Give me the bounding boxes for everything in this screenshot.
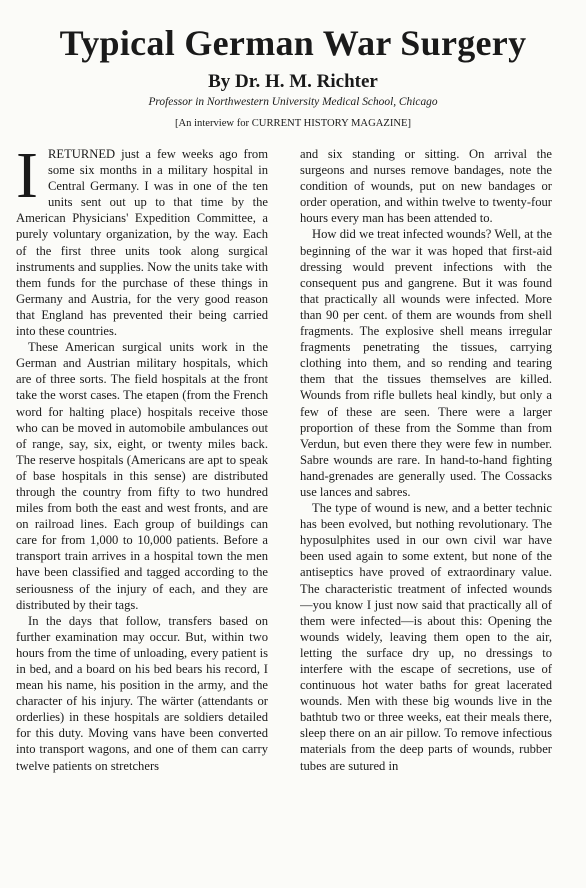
paragraph: [16, 146, 268, 339]
article-title: Typical German War Surgery: [59, 23, 527, 63]
paragraph: In the days that follow, transfers based on further examination may occur. But, within two hours from the time of unloading, every patient is in bed, and a board on his bed bears his record, I mean his name, his position in the army, and the character of his injury. The wärter (attendants or orderlies) in these hospitals are soldiers detailed for this duty. Moving vans have been converted into transport wagons, and one of them can carry twelve patients on stretchers: [16, 613, 268, 773]
interview-note: [An interview for CURRENT HISTORY MAGAZINE]: [174, 118, 412, 129]
drop-cap: I: [16, 146, 38, 212]
right-column: [300, 146, 552, 876]
paragraph: These American surgical units work in the German and Austrian military hospitals, which are of three sorts. The field hospitals at the front take the worst cases. The etapen (from the French word for halting place) hospitals receive those who can be moved in automobile ambulances out of range, say, six, eight, or twenty miles back. The reserve hospitals (Americans are apt to speak of base hospitals in this sense) are distributed through the country from fifty to two hundred miles from both the east and west fronts, and are on railroad lines. Each group of buildings can care for from 1,000 to 10,000 patients. Before a transport train arrives in a hospital town the men have been classified and tagged according to the seriousness of the injury of each, and they are distributed by their tags.: [16, 340, 268, 612]
article-author: By Dr. H. M. Richter: [208, 71, 378, 92]
author-affiliation: Professor in Northwestern University Medical School, Chicago: [148, 96, 438, 108]
left-column: [16, 146, 268, 876]
paragraph: and six standing or sitting. On arrival the surgeons and nurses remove bandages, note the condition of wounds, put on new bandages or order operation, and within twelve to twenty-four hours every man has been attended to.: [300, 147, 552, 226]
paragraph: The type of wound is new, and a better technic has been evolved, but nothing revolutionary. The hyposulphites used in our own civil war have been used again to some extent, but none of the antiseptics have proved of extraordinary value. The characteristic treatment of infected wounds—you know I just now said that practically all of them were infected—is about this: Opening the wounds widely, leaving them open to the air, letting the surface dry up, no dressings to interfere with the escape of secretions, use of continuous hot water baths for great lacerated wounds. Men with these big wounds live in the bathtub two or three weeks, eat their meals there, sleep there on an air pillow. To remove infectious materials from the deep parts of wounds, rubber tubes are sutured in: [300, 501, 552, 773]
paragraph: How did we treat infected wounds? Well, at the beginning of the war it was hoped that first-aid dressing would prevent infections with the consequent pus and gangrene. But it was found that practically all wounds were infected. More than 90 per cent. of them are wounds from shell fragments. The explosive shell means irregular fragments penetrating the tissues, carrying clothing into them, and so rending and tearing them that the tissues themselves are killed. Wounds from rifle bullets heal kindly, but only a few of these are seen. There were a larger proportion of these from the Somme than from Verdun, but even there they were few in number. Sabre wounds are rare. In hand-to-hand fighting hand-grenades are generally used. The Cossacks use lances and sabres.: [300, 227, 552, 499]
paragraph-text: RETURNED just a few weeks ago from some six months in a military hospital in Central Germany. I was in one of the ten units sent out up to that time by the American Physicians' Expedition Committee, a purely voluntary organization, by the way. Each of the first three units took along surgical instruments and supplies. Now the units take with them funds for the purchase of these things in Germany and Austria, for the very good reason that England has prevented their being carried into these countries.: [16, 147, 268, 339]
